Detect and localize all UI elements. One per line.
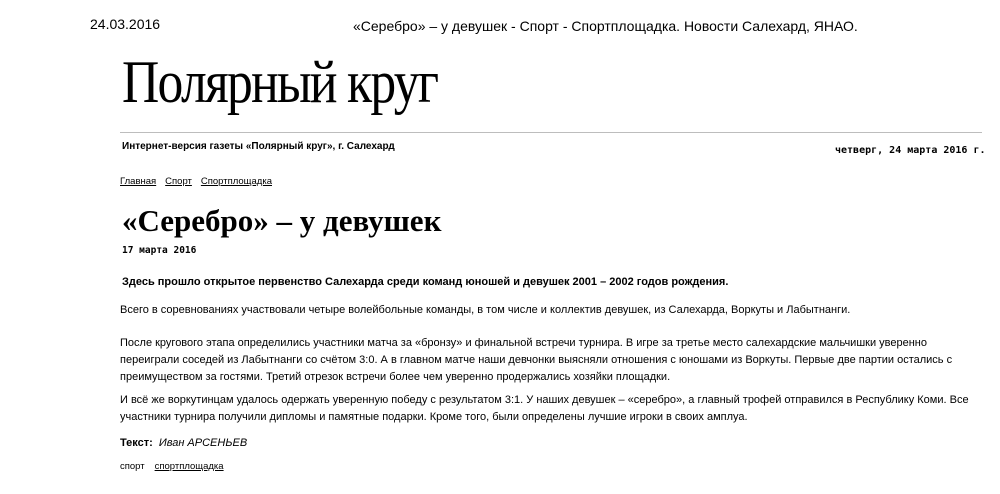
- article-tags: [120, 461, 224, 472]
- print-date: 24.03.2016: [90, 16, 161, 32]
- article-paragraph: И всё же воркутинцам удалось одержать уверенную победу с результатом 3:1. У наших девушек – «серебро», а главный трофей отправился в Республику Коми. Все участники турнира получили дипломы и памятные подарки. Кроме того, были определены лучшие игроки в своих амплуа.: [120, 394, 969, 423]
- article-date: 17 марта 2016: [122, 245, 197, 256]
- tag-sportsground-link[interactable]: спортплощадка: [154, 461, 224, 472]
- breadcrumb-sportsground-link[interactable]: Спортплощадка: [200, 176, 272, 187]
- breadcrumb-sport-link[interactable]: Спорт: [165, 176, 192, 187]
- article-title: «Серебро» – у девушек: [122, 203, 442, 238]
- author-label: Текст:: [120, 437, 153, 449]
- newspaper-logo[interactable]: Полярный круг: [122, 49, 438, 115]
- breadcrumb-home-link[interactable]: Главная: [120, 176, 157, 187]
- print-page-title: «Серебро» – у девушек - Спорт - Спортплощадка. Новости Салехард, ЯНАО.: [353, 18, 858, 34]
- article-author: [120, 437, 247, 449]
- article-lead: Здесь прошло открытое первенство Салехарда среди команд юношей и девушек 2001 – 2002 годов рождения.: [122, 276, 729, 288]
- current-date: четверг, 24 марта 2016 г.: [835, 145, 986, 156]
- article-paragraph: Всего в соревнованиях участвовали четыре волейбольные команды, в том числе и коллектив девушек, из Салехарда, Воркуты и Лабытнанги.: [120, 304, 851, 316]
- author-name: Иван АРСЕНЬЕВ: [158, 437, 248, 449]
- tag-sport: спорт: [120, 461, 145, 472]
- header-divider: [120, 132, 982, 133]
- breadcrumb: [120, 176, 281, 187]
- site-subtitle: Интернет-версия газеты «Полярный круг», г. Салехард: [122, 141, 395, 152]
- article-paragraph: После кругового этапа определились участники матча за «бронзу» и финальной встречи турнира. В игре за третье место салехардские мальчишки уверенно переиграли соседей из Лабытнанги со счётом 3:0. А в главном матче наши девчонки выясняли отношения с юношами из Воркуты. Первые две партии остались с преимуществом за гостями. Третий отрезок встречи более чем уверенно продержались хозяйки площадки.: [120, 337, 953, 383]
